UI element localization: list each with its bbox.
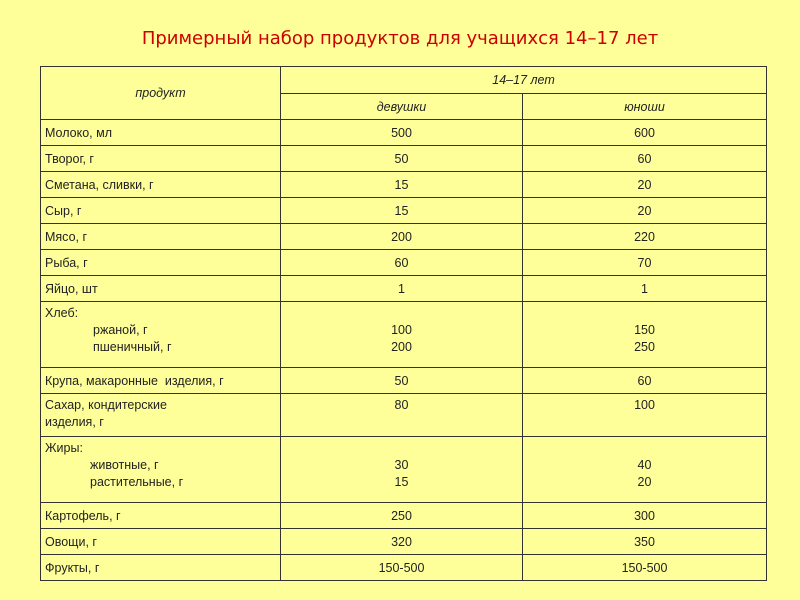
sugar-boys-value: 100 <box>523 394 767 437</box>
row-boys-value: 20 <box>523 198 767 224</box>
table-row <box>41 250 767 276</box>
row-boys-value: 300 <box>523 503 767 529</box>
row-product: Творог, г <box>41 146 281 172</box>
fats-animal-boys: 40 <box>637 458 652 472</box>
fats-products <box>41 437 281 503</box>
bread-rye-boys: 150 <box>634 323 655 337</box>
bread-products <box>41 302 281 368</box>
table-row <box>41 198 767 224</box>
row-product: Мясо, г <box>41 224 281 250</box>
table-row <box>41 224 767 250</box>
row-boys-value: 20 <box>523 172 767 198</box>
row-girls-value: 320 <box>281 529 523 555</box>
products-table <box>40 66 767 581</box>
sugar-label-line1: Сахар, кондитерские <box>45 398 167 412</box>
header-product: продукт <box>41 67 281 120</box>
table-row <box>41 529 767 555</box>
table-row-fats <box>41 437 767 503</box>
row-girls-value: 200 <box>281 224 523 250</box>
row-boys-value: 350 <box>523 529 767 555</box>
row-product: Картофель, г <box>41 503 281 529</box>
table-row <box>41 146 767 172</box>
header-row <box>41 67 767 94</box>
row-girls-value: 150-500 <box>281 555 523 581</box>
bread-girls-values <box>281 302 523 368</box>
row-girls-value: 15 <box>281 172 523 198</box>
sugar-product <box>41 394 281 437</box>
bread-rye-label: ржаной, г <box>93 323 148 337</box>
row-girls-value: 15 <box>281 198 523 224</box>
row-product: Сыр, г <box>41 198 281 224</box>
row-girls-value: 250 <box>281 503 523 529</box>
row-product: Сметана, сливки, г <box>41 172 281 198</box>
row-product: Фрукты, г <box>41 555 281 581</box>
row-boys-value: 150-500 <box>523 555 767 581</box>
table-row <box>41 503 767 529</box>
row-product: Рыба, г <box>41 250 281 276</box>
bread-wheat-label: пшеничный, г <box>93 340 172 354</box>
table-row <box>41 120 767 146</box>
bread-boys-values <box>523 302 767 368</box>
fats-label: Жиры: <box>45 441 83 455</box>
fats-girls-values <box>281 437 523 503</box>
row-girls-value: 1 <box>281 276 523 302</box>
row-boys-value: 1 <box>523 276 767 302</box>
sugar-girls-value: 80 <box>281 394 523 437</box>
row-girls-value: 60 <box>281 250 523 276</box>
row-boys-value: 600 <box>523 120 767 146</box>
fats-vegetable-label: растительные, г <box>90 475 184 489</box>
header-girls: девушки <box>281 94 523 120</box>
row-girls-value: 500 <box>281 120 523 146</box>
bread-wheat-girls: 200 <box>391 340 412 354</box>
row-product: Яйцо, шт <box>41 276 281 302</box>
table-row-bread <box>41 302 767 368</box>
sugar-label-line2: изделия, г <box>45 415 104 429</box>
row-girls-value: 50 <box>281 146 523 172</box>
row-product: Овощи, г <box>41 529 281 555</box>
row-product: Крупа, макаронные изделия, г <box>41 368 281 394</box>
bread-label: Хлеб: <box>45 306 79 320</box>
row-boys-value: 60 <box>523 146 767 172</box>
fats-vegetable-girls: 15 <box>394 475 409 489</box>
fats-boys-values <box>523 437 767 503</box>
bread-rye-girls: 100 <box>391 323 412 337</box>
fats-vegetable-boys: 20 <box>637 475 652 489</box>
table-row-sugar <box>41 394 767 437</box>
fats-animal-girls: 30 <box>394 458 409 472</box>
row-boys-value: 60 <box>523 368 767 394</box>
table-row <box>41 276 767 302</box>
table-row <box>41 172 767 198</box>
row-boys-value: 220 <box>523 224 767 250</box>
page-title: Примерный набор продуктов для учащихся 14–17 лет <box>141 28 659 49</box>
row-product: Молоко, мл <box>41 120 281 146</box>
row-girls-value: 50 <box>281 368 523 394</box>
fats-animal-label: животные, г <box>90 458 159 472</box>
table-row <box>41 555 767 581</box>
header-age: 14–17 лет <box>281 67 767 94</box>
bread-wheat-boys: 250 <box>634 340 655 354</box>
row-boys-value: 70 <box>523 250 767 276</box>
table-row <box>41 368 767 394</box>
header-boys: юноши <box>523 94 767 120</box>
